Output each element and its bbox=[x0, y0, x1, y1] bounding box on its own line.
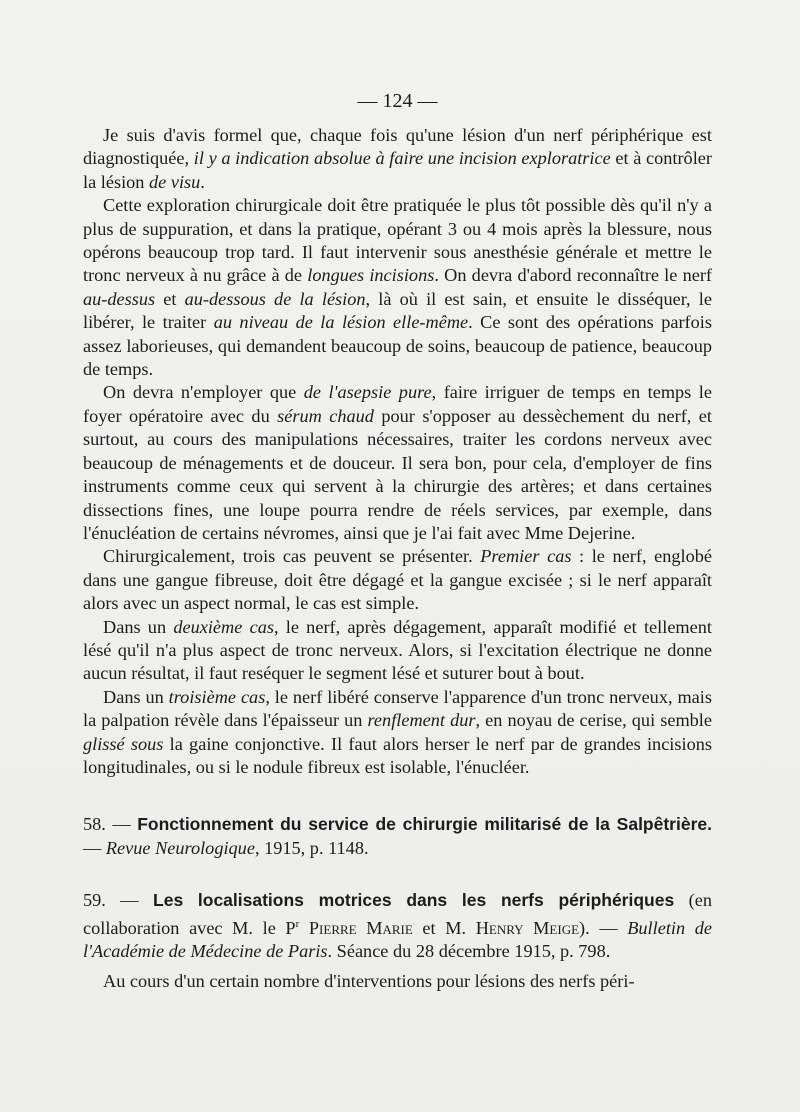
bibliography-entry-59: 59. — Les localisations motrices dans les nerfs périphériques (en collaboration avec M. le $P^r$ Pierre Marie et M. Henry Meige). — Bulletin de l'Académie de Médecine de Paris. Séance du 28 décembre 1915, p. 798. bbox=[83, 890, 712, 962]
journal-name: Revue Neurologique bbox=[105, 837, 255, 858]
closing-paragraph: Au cours d'un certain nombre d'interventions pour lésions des nerfs péri- bbox=[103, 970, 635, 991]
page-number: — 124 — bbox=[357, 90, 438, 112]
entry-title: Fonctionnement du service de chirurgie militarisé de la Salpêtrière. bbox=[137, 814, 712, 835]
journal-name: Bulletin de l'Académie de Médecine de Paris bbox=[83, 917, 712, 962]
entry-title: Les localisations motrices dans les nerfs périphériques bbox=[153, 890, 675, 911]
author-name: Pierre Marie bbox=[299, 917, 413, 938]
paragraph-5: Dans un deuxième cas, le nerf, après dégagement, apparaît modifié et tellement lésé qu'il n'a plus aspect de tronc nerveux. Alors, si l'excitation électrique ne donne aucun résultat, il faut reséquer le segment lésé et suturer bout à bout. bbox=[83, 616, 712, 684]
paragraph-6: Dans un troisième cas, le nerf libéré conserve l'apparence d'un tronc nerveux, mais la palpation révèle dans l'épaisseur un renflement dur, en noyau de cerise, qui semble glissé sous la gaine conjonctive. Il faut alors herser le nerf par de grandes incisions longitudinales, ou si le nodule fibreux est isolable, l'énucléer. bbox=[83, 686, 712, 777]
paragraph-3: On devra n'employer que de l'asepsie pure, faire irriguer de temps en temps le foyer opératoire avec du sérum chaud pour s'opposer au dessèchement du nerf, et surtout, au cours des manipulations nécessaires, traiter les cordons nerveux avec beaucoup de ménagements et de douceur. Il sera bon, pour cela, d'employer de fins instruments comme ceux qui servent à la chirurgie des artères; et dans certaines dissections fines, une loupe pourra rendre de réels services, par exemple, dans l'énucléation de certains névromes, ainsi que je l'ai fait avec Mme Dejerine. bbox=[83, 382, 712, 543]
entry-number: 58. — bbox=[83, 814, 138, 835]
body-text bbox=[83, 124, 712, 779]
bibliography-entry-58: 58. — Fonctionnement du service de chirurgie militarisé de la Salpêtrière. — Revue Neurologique, 1915, p. 1148. bbox=[83, 814, 712, 858]
paragraph-1: Je suis d'avis formel que, chaque fois qu'une lésion d'un nerf périphérique est diagnostiquée, il y a indication absolue à faire une incision exploratrice et à contrôler la lésion de visu. bbox=[83, 125, 712, 192]
paragraph-2: Cette exploration chirurgicale doit être pratiquée le plus tôt possible dès qu'il n'y a plus de suppuration, et dans la pratique, opérant 3 ou 4 mois après la blessure, nous opérons beaucoup trop tard. Il faut intervenir sous anesthésie générale et mettre le tronc nerveux à nu grâce à de longues incisions. On devra d'abord reconnaître le nerf au-dessus et au-dessous de la lésion, là où il est sain, et ensuite le disséquer, le libérer, le traiter au niveau de la lésion elle-même. Ce sont des opérations parfois assez laborieuses, qui demandent beaucoup de soins, beaucoup de patience, beaucoup de temps. bbox=[83, 195, 713, 380]
author-name: Henry Meige bbox=[475, 917, 580, 938]
paragraph-4: Chirurgicalement, trois cas peuvent se présenter. Premier cas : le nerf, englobé dans une gangue fibreuse, doit être dégagé et la gangue excisée ; si le nerf apparaît alors avec un aspect normal, le cas est simple. bbox=[83, 546, 712, 614]
entry-number: 59. — bbox=[83, 890, 154, 911]
